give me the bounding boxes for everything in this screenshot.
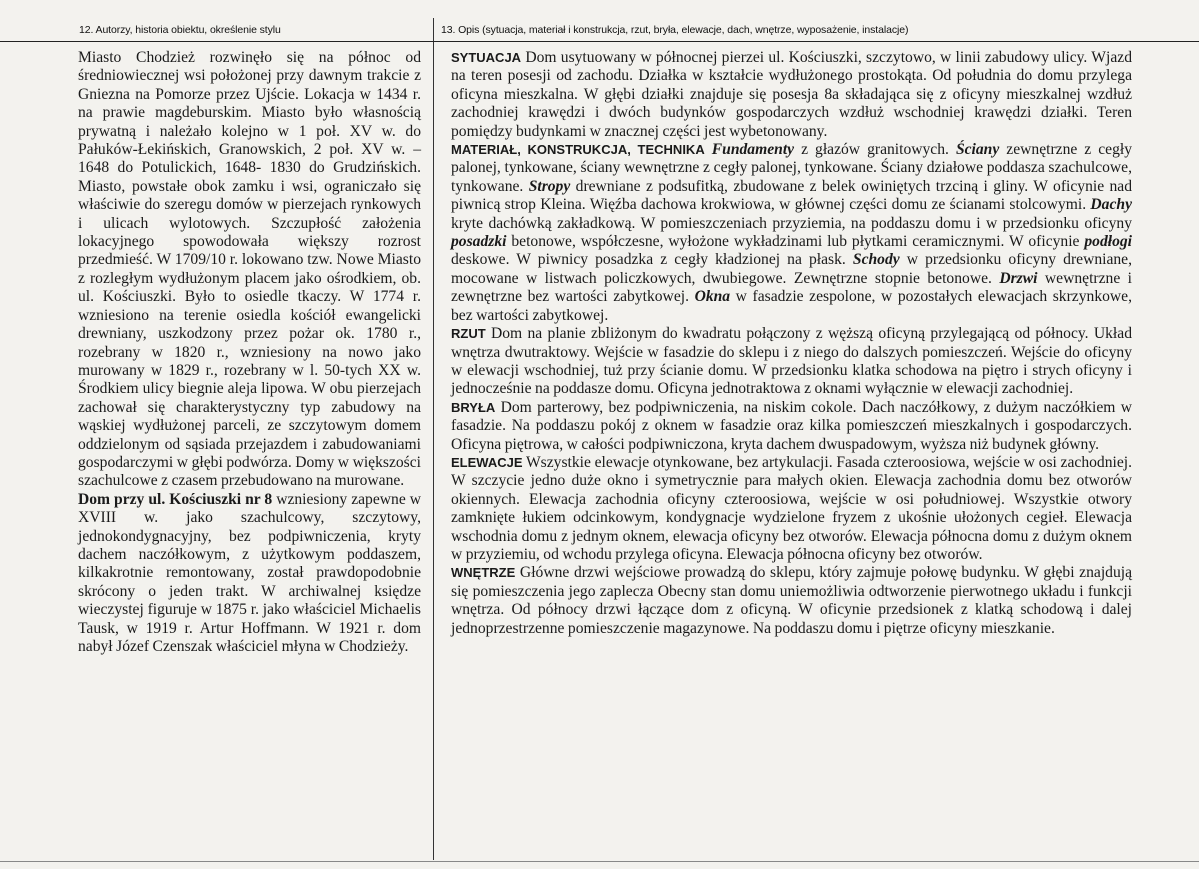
section-wnetrze [451, 564, 1132, 638]
section-text: kryte dachówką zakładkową. W pomieszczeniach przyziemia, na poddaszu domu i w przedsionku oficyny [451, 214, 1132, 232]
header-rule [0, 41, 1199, 42]
keyword: podłogi [1084, 233, 1132, 251]
keyword: Okna [694, 288, 731, 306]
section-text: deskowe. W piwnicy posadzka z cegły kładzionej na płask. [451, 251, 853, 269]
description-column [451, 49, 1132, 638]
section-label: WNĘTRZE [451, 565, 516, 581]
section-label: MATERIAŁ, KONSTRUKCJA, TECHNIKA [451, 142, 705, 158]
keyword: Stropy [528, 177, 571, 195]
right-column-header: 13. Opis (sytuacja, materiał i konstrukcja, rzut, bryła, elewacje, dach, wnętrze, wyposażenie, instalacje) [441, 24, 909, 36]
section-text: w przedsionku oficyny drewniane, mocowane w listwach policzkowych, dwubiegowe. Zewnętrzne stopnie betonowe. [451, 251, 1132, 287]
section-text: Dom na planie zbliżonym do kwadratu połączony z węższą oficyną przylegającą od północy. Układ wnętrza dwutraktowy. Wejście w fasadzie do sklepu i z niego do dalszych pomieszczeń. Wejście do oficyny w elewacji wschodniej, tuż przy ścianie domu. W przedsionku klatka schodowa na piętro i strych oficyny i jednocześnie na poddasze domu. Oficyna jednotraktowa z oknami wyłącznie w elewacji zachodniej. [451, 325, 1132, 398]
keyword: Ściany [955, 141, 1000, 159]
house-history-paragraph [78, 491, 421, 657]
section-text: zewnętrzne z cegły palonej, tynkowane, ściany wewnętrzne z cegły palonej, tynkowane. Ściany działowe poddasza szachulcowe, tynkowane. [451, 141, 1133, 195]
section-text: Wszystkie elewacje otynkowane, bez artykulacji. Fasada czteroosiowa, wejście w osi zachodniej. W szczycie jedno duże okno i symetrycznie para małych okien. Elewacja zachodnia domu bez otworów okiennych. Elewacja zachodnia oficyny czteroosiowa, wejście w osi południowej. Wszystkie otwory zamknięte łukiem odcinkowym, kondygnacje wydzielone fryzem z ukośnie ułożonych cegieł. Elewacja wschodnia domu z jednym oknem, elewacja oficyny bez otworów. Elewacja północna domu z dużym oknem w przyziemiu, od wchodu przylega oficyna. Elewacja północna oficyny bez otworów. [451, 453, 1132, 563]
keyword: Dachy [1090, 196, 1132, 214]
section-text: betonowe, współczesne, wyłożone wykładzinami lub płytkami ceramicznymi. W oficynie [506, 233, 1085, 251]
section-elewacje [451, 454, 1132, 564]
keyword: Fundamenty [711, 141, 795, 159]
house-history-text: wzniesiony zapewne w XVIII w. jako szachulcowy, szczytowy, jednokondygnacyjny, bez podpiwniczenia, kryty dachem naczółkowym, z użytkowym poddaszem, kilkakrotnie remontowany, został prawdopodobnie skrócony o jeden trakt. W archiwalnej księdze wieczystej figuruje w 1875 r. jako właściciel Michaelis Tausk, w 1919 r. Artur Hoffmann. W 1921 r. dom nabył Józef Czenszak właściciel młyna w Chodzieży. [78, 490, 421, 655]
keyword: Schody [852, 251, 900, 269]
house-heading: Dom przy ul. Kościuszki nr 8 [78, 490, 273, 508]
section-text: Dom parterowy, bez podpiwniczenia, na niskim cokole. Dach naczółkowy, z dużym naczółkiem w fasadzie. Na poddaszu pokój z oknem w fasadzie oraz kilka pomieszczeń mieszkalnych i gospodarczych. Oficyna piętrowa, w całości podpiwniczona, kryta dachem dwuspadowym, wyższa niż budynek główny. [451, 398, 1132, 453]
section-rzut [451, 325, 1132, 399]
section-sytuacja [451, 49, 1132, 141]
section-material [451, 141, 1132, 325]
section-label: ELEWACJE [451, 454, 523, 470]
section-label: SYTUACJA [451, 50, 522, 65]
section-label: BRYŁA [451, 399, 496, 415]
section-text: w fasadzie zespolone, w pozostałych elewacjach skrzynkowe, bez wartości zabytkowej. [451, 288, 1132, 324]
section-text: Dom usytuowany w północnej pierzei ul. Kościuszki, szczytowo, w linii zabudowy ulicy. Wjazd na teren posesji od zachodu. Działka w kształcie wydłużonego prostokąta. Od południa do domu przylega oficyna mieszkalna. W głębi działki znajduje się posesja 8a składająca się z oficyny mieszkalnej wzdłuż zachodniej krawędzi i dwóch budynków gospodarczych wzdłuż wschodniej krawędzi działki. Teren pomiędzy budynkami w znacznej części jest wybetonowany. [451, 49, 1132, 140]
section-text: wewnętrzne i zewnętrzne bez wartości zabytkowej. [451, 269, 1133, 306]
history-column [78, 49, 421, 656]
column-divider [433, 18, 434, 860]
history-paragraph: Miasto Chodzież rozwinęło się na północ od średniowiecznej wsi położonej przy dawnym trakcie z Gniezna na Pomorze przez Ujście. Lokacja w 1434 r. na prawie magdeburskim. Miasto było własnością prywatną i należało kolejno w 1 poł. XV w. do Pałuków-Łekińskich, Granowskich, 2 poł. XV w. – 1648 do Potulickich, 1648- 1830 do Grudzińskich. Miasto, powstałe obok zamku i wsi, ograniczało się właściwie do szeregu domów w pierzejach rynkowych i ulicach wylotowych. Szczupłość założenia lokacyjnego spowodowała większy rozrost przedmieść. W 1709/10 r. lokowano tzw. Nowe Miasto z rozległym wydłużonym placem jako ośrodkiem, ob. ul. Kościuszki. Było to osiedle tkaczy. W 1774 r. wzniesiono na terenie osiedla kościół ewangelicki drewniany, uszkodzony przez pożar ok. 1780 r., rozebrany w 1820 r., wzniesiony na nowo jako murowany w 1829 r., rozebrany w l. 50-tych XX w. Środkiem ulicy biegnie aleja lipowa. W obu pierzejach zachował się charakterystyczny typ zabudowy na wąskiej wydłużonej parceli, ze szczytowym domem oddzielonym od sąsiada przejazdem i zabudowaniami gospodarczymi w głębi podwórza. Domy w większości szachulcowe z czasem przebudowano na murowane. [78, 49, 421, 490]
section-label: RZUT [451, 326, 486, 342]
section-text: drewniane z podsufitką, zbudowane z belek owiniętych trzciną i gliny. W oficynie nad piwnicą strop Kleina. Więźba dachowa krokwiowa, w głównej części domu ze ścianami stolcowymi. [451, 177, 1132, 214]
section-text: Główne drzwi wejściowe prowadzą do sklepu, który zajmuje połowę budynku. W głębi znajdują się pomieszczenia jego zaplecza Obecny stan domu uniemożliwia odtworzenie pierwotnego układu i funkcji wnętrza. Od północy drzwi łączące dom z oficyną. W oficynie przedsionek z klatką schodową i dalej jednoprzestrzenne pomieszczenie magazynowe. Na poddaszu domu i piętrze oficyny mieszkanie. [451, 564, 1132, 637]
bottom-rule [0, 861, 1199, 862]
section-bryla [451, 399, 1132, 454]
section-text: z głazów granitowych. [794, 141, 956, 159]
left-column-header: 12. Autorzy, historia obiektu, określenie stylu [79, 24, 281, 36]
keyword: posadzki [451, 233, 507, 251]
keyword: Drzwi [999, 269, 1038, 287]
